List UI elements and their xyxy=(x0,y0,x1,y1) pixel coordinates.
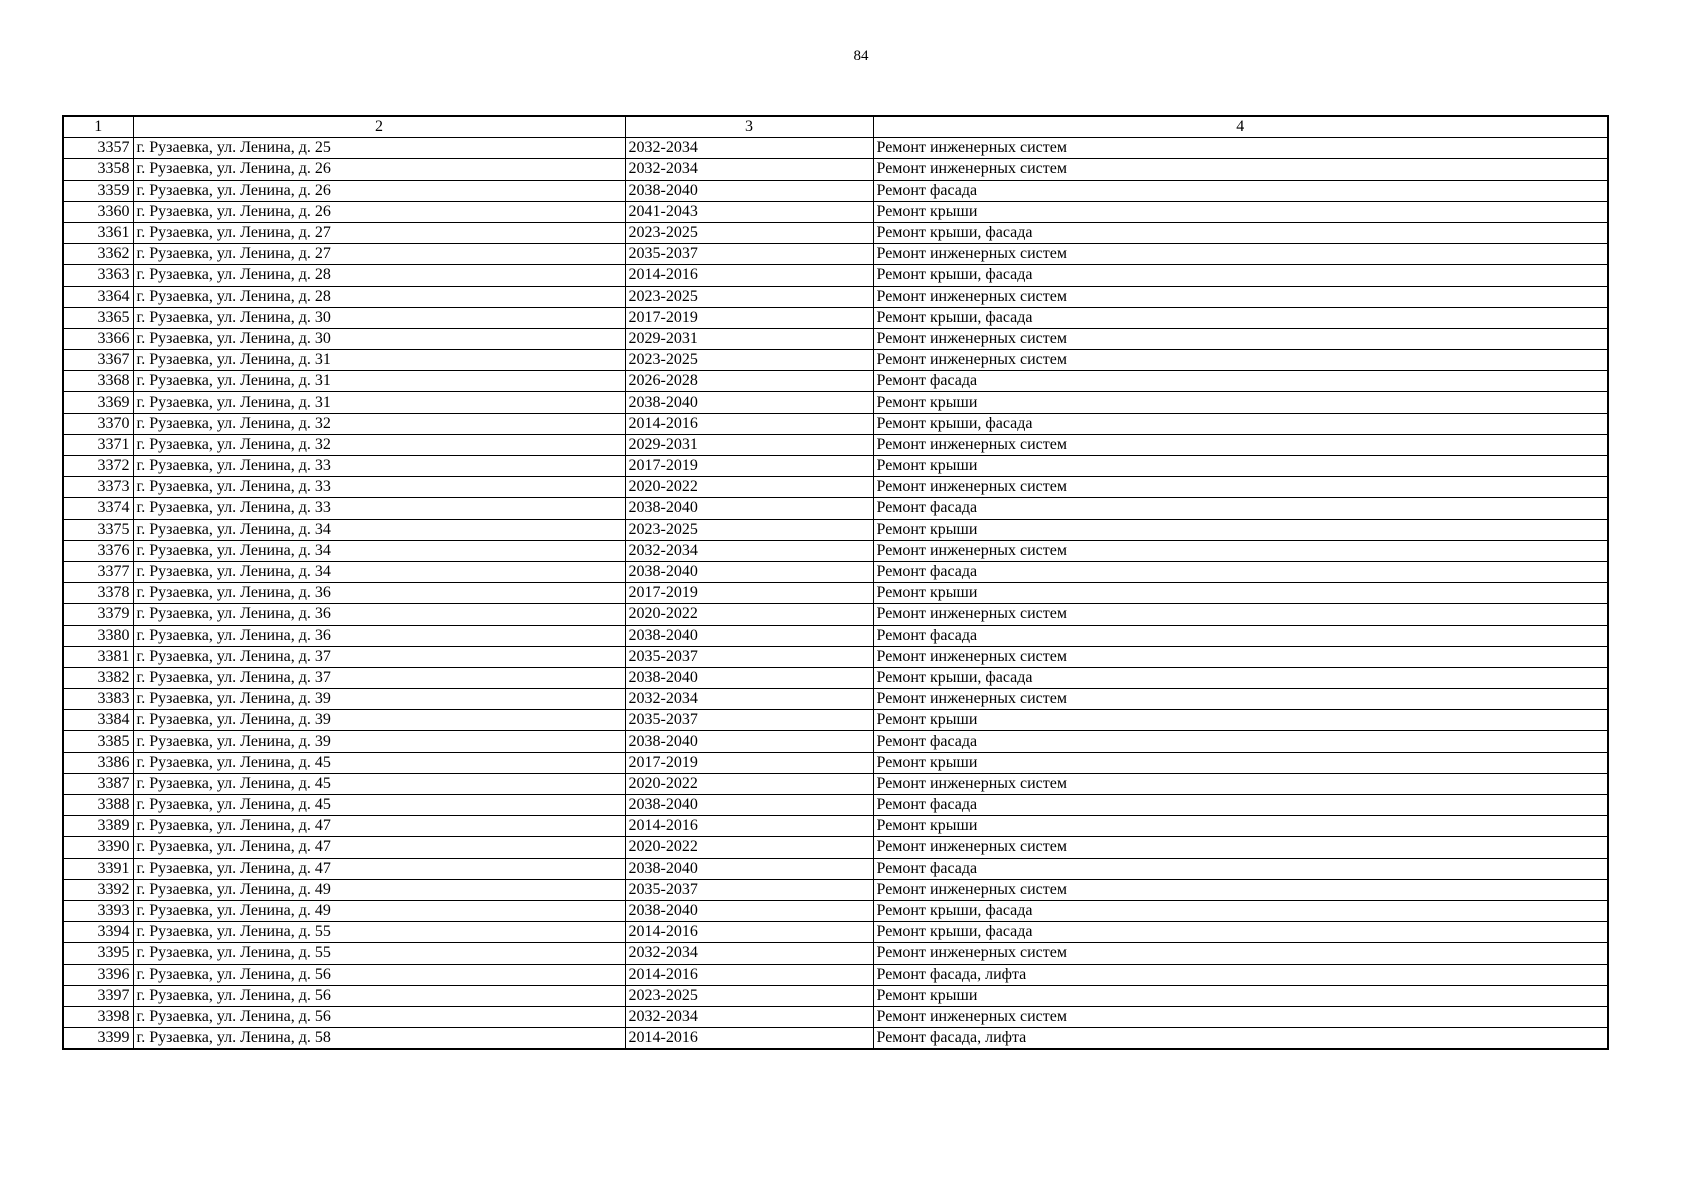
table-row xyxy=(63,498,1608,519)
address-cell: г. Рузаевка, ул. Ленина, д. 28 xyxy=(133,265,625,286)
repair-schedule-table xyxy=(62,115,1609,1050)
period-cell: 2020-2022 xyxy=(625,604,873,625)
work-type-cell: Ремонт инженерных систем xyxy=(873,477,1608,498)
row-number: 3396 xyxy=(63,964,133,985)
work-type-cell: Ремонт крыши, фасада xyxy=(873,265,1608,286)
table-row xyxy=(63,625,1608,646)
period-cell: 2038-2040 xyxy=(625,900,873,921)
address-cell: г. Рузаевка, ул. Ленина, д. 56 xyxy=(133,964,625,985)
row-number: 3383 xyxy=(63,689,133,710)
table-row xyxy=(63,731,1608,752)
address-cell: г. Рузаевка, ул. Ленина, д. 56 xyxy=(133,985,625,1006)
row-number: 3385 xyxy=(63,731,133,752)
table-row xyxy=(63,985,1608,1006)
table-row xyxy=(63,922,1608,943)
table-row xyxy=(63,328,1608,349)
address-cell: г. Рузаевка, ул. Ленина, д. 36 xyxy=(133,604,625,625)
period-cell: 2038-2040 xyxy=(625,667,873,688)
address-cell: г. Рузаевка, ул. Ленина, д. 30 xyxy=(133,328,625,349)
row-number: 3377 xyxy=(63,561,133,582)
period-cell: 2035-2037 xyxy=(625,646,873,667)
work-type-cell: Ремонт инженерных систем xyxy=(873,286,1608,307)
period-cell: 2038-2040 xyxy=(625,625,873,646)
address-cell: г. Рузаевка, ул. Ленина, д. 45 xyxy=(133,752,625,773)
period-cell: 2038-2040 xyxy=(625,795,873,816)
work-type-cell: Ремонт крыши xyxy=(873,816,1608,837)
period-cell: 2017-2019 xyxy=(625,752,873,773)
table-row xyxy=(63,604,1608,625)
period-cell: 2038-2040 xyxy=(625,561,873,582)
address-cell: г. Рузаевка, ул. Ленина, д. 47 xyxy=(133,858,625,879)
period-cell: 2014-2016 xyxy=(625,1028,873,1050)
row-number: 3387 xyxy=(63,773,133,794)
row-number: 3369 xyxy=(63,392,133,413)
period-cell: 2017-2019 xyxy=(625,307,873,328)
address-cell: г. Рузаевка, ул. Ленина, д. 49 xyxy=(133,879,625,900)
row-number: 3371 xyxy=(63,434,133,455)
period-cell: 2023-2025 xyxy=(625,350,873,371)
table-row xyxy=(63,138,1608,159)
table-row xyxy=(63,900,1608,921)
work-type-cell: Ремонт крыши xyxy=(873,519,1608,540)
table-row xyxy=(63,795,1608,816)
work-type-cell: Ремонт инженерных систем xyxy=(873,879,1608,900)
table-row xyxy=(63,752,1608,773)
work-type-cell: Ремонт крыши xyxy=(873,710,1608,731)
period-cell: 2032-2034 xyxy=(625,943,873,964)
work-type-cell: Ремонт крыши, фасада xyxy=(873,922,1608,943)
row-number: 3393 xyxy=(63,900,133,921)
work-type-cell: Ремонт крыши, фасада xyxy=(873,307,1608,328)
work-type-cell: Ремонт инженерных систем xyxy=(873,138,1608,159)
work-type-cell: Ремонт инженерных систем xyxy=(873,773,1608,794)
period-cell: 2017-2019 xyxy=(625,583,873,604)
address-cell: г. Рузаевка, ул. Ленина, д. 27 xyxy=(133,244,625,265)
work-type-cell: Ремонт инженерных систем xyxy=(873,689,1608,710)
work-type-cell: Ремонт крыши xyxy=(873,456,1608,477)
work-type-cell: Ремонт крыши, фасада xyxy=(873,667,1608,688)
period-cell: 2038-2040 xyxy=(625,392,873,413)
table-row xyxy=(63,265,1608,286)
period-cell: 2035-2037 xyxy=(625,244,873,265)
row-number: 3364 xyxy=(63,286,133,307)
work-type-cell: Ремонт крыши xyxy=(873,583,1608,604)
period-cell: 2038-2040 xyxy=(625,180,873,201)
address-cell: г. Рузаевка, ул. Ленина, д. 26 xyxy=(133,180,625,201)
table-row xyxy=(63,689,1608,710)
row-number: 3362 xyxy=(63,244,133,265)
period-cell: 2023-2025 xyxy=(625,519,873,540)
address-cell: г. Рузаевка, ул. Ленина, д. 25 xyxy=(133,138,625,159)
address-cell: г. Рузаевка, ул. Ленина, д. 28 xyxy=(133,286,625,307)
period-cell: 2035-2037 xyxy=(625,879,873,900)
address-cell: г. Рузаевка, ул. Ленина, д. 45 xyxy=(133,773,625,794)
period-cell: 2023-2025 xyxy=(625,286,873,307)
table-row xyxy=(63,456,1608,477)
address-cell: г. Рузаевка, ул. Ленина, д. 58 xyxy=(133,1028,625,1050)
row-number: 3378 xyxy=(63,583,133,604)
address-cell: г. Рузаевка, ул. Ленина, д. 31 xyxy=(133,371,625,392)
table-row xyxy=(63,413,1608,434)
work-type-cell: Ремонт инженерных систем xyxy=(873,604,1608,625)
address-cell: г. Рузаевка, ул. Ленина, д. 47 xyxy=(133,816,625,837)
table-row xyxy=(63,710,1608,731)
row-number: 3389 xyxy=(63,816,133,837)
address-cell: г. Рузаевка, ул. Ленина, д. 36 xyxy=(133,583,625,604)
row-number: 3365 xyxy=(63,307,133,328)
period-cell: 2014-2016 xyxy=(625,816,873,837)
address-cell: г. Рузаевка, ул. Ленина, д. 49 xyxy=(133,900,625,921)
row-number: 3398 xyxy=(63,1006,133,1027)
period-cell: 2020-2022 xyxy=(625,773,873,794)
row-number: 3379 xyxy=(63,604,133,625)
address-cell: г. Рузаевка, ул. Ленина, д. 37 xyxy=(133,667,625,688)
work-type-cell: Ремонт крыши xyxy=(873,752,1608,773)
row-number: 3384 xyxy=(63,710,133,731)
work-type-cell: Ремонт фасада xyxy=(873,180,1608,201)
table-row xyxy=(63,286,1608,307)
period-cell: 2023-2025 xyxy=(625,222,873,243)
period-cell: 2032-2034 xyxy=(625,159,873,180)
period-cell: 2029-2031 xyxy=(625,434,873,455)
period-cell: 2014-2016 xyxy=(625,922,873,943)
row-number: 3363 xyxy=(63,265,133,286)
row-number: 3359 xyxy=(63,180,133,201)
table-row xyxy=(63,540,1608,561)
work-type-cell: Ремонт инженерных систем xyxy=(873,328,1608,349)
row-number: 3394 xyxy=(63,922,133,943)
header-col-1: 1 xyxy=(63,116,133,138)
work-type-cell: Ремонт крыши xyxy=(873,985,1608,1006)
address-cell: г. Рузаевка, ул. Ленина, д. 34 xyxy=(133,519,625,540)
work-type-cell: Ремонт фасада xyxy=(873,858,1608,879)
row-number: 3357 xyxy=(63,138,133,159)
period-cell: 2035-2037 xyxy=(625,710,873,731)
table-row xyxy=(63,201,1608,222)
table-row xyxy=(63,307,1608,328)
row-number: 3392 xyxy=(63,879,133,900)
table-row xyxy=(63,837,1608,858)
table-row xyxy=(63,816,1608,837)
work-type-cell: Ремонт фасада, лифта xyxy=(873,964,1608,985)
address-cell: г. Рузаевка, ул. Ленина, д. 56 xyxy=(133,1006,625,1027)
period-cell: 2041-2043 xyxy=(625,201,873,222)
row-number: 3374 xyxy=(63,498,133,519)
work-type-cell: Ремонт фасада, лифта xyxy=(873,1028,1608,1050)
row-number: 3382 xyxy=(63,667,133,688)
table-row xyxy=(63,434,1608,455)
table-row xyxy=(63,244,1608,265)
row-number: 3381 xyxy=(63,646,133,667)
address-cell: г. Рузаевка, ул. Ленина, д. 55 xyxy=(133,943,625,964)
table-row xyxy=(63,477,1608,498)
table-row xyxy=(63,392,1608,413)
row-number: 3397 xyxy=(63,985,133,1006)
header-row xyxy=(63,116,1608,138)
work-type-cell: Ремонт инженерных систем xyxy=(873,1006,1608,1027)
work-type-cell: Ремонт фасада xyxy=(873,731,1608,752)
address-cell: г. Рузаевка, ул. Ленина, д. 26 xyxy=(133,159,625,180)
table-row xyxy=(63,773,1608,794)
period-cell: 2026-2028 xyxy=(625,371,873,392)
table-row xyxy=(63,1006,1608,1027)
period-cell: 2014-2016 xyxy=(625,413,873,434)
work-type-cell: Ремонт крыши, фасада xyxy=(873,222,1608,243)
row-number: 3380 xyxy=(63,625,133,646)
header-col-4: 4 xyxy=(873,116,1608,138)
row-number: 3373 xyxy=(63,477,133,498)
period-cell: 2023-2025 xyxy=(625,985,873,1006)
table-row xyxy=(63,159,1608,180)
period-cell: 2020-2022 xyxy=(625,837,873,858)
work-type-cell: Ремонт крыши xyxy=(873,201,1608,222)
work-type-cell: Ремонт инженерных систем xyxy=(873,350,1608,371)
row-number: 3358 xyxy=(63,159,133,180)
header-col-2: 2 xyxy=(133,116,625,138)
page-number: 84 xyxy=(853,48,869,64)
address-cell: г. Рузаевка, ул. Ленина, д. 30 xyxy=(133,307,625,328)
address-cell: г. Рузаевка, ул. Ленина, д. 33 xyxy=(133,477,625,498)
header-col-3: 3 xyxy=(625,116,873,138)
table-row xyxy=(63,879,1608,900)
work-type-cell: Ремонт фасада xyxy=(873,498,1608,519)
address-cell: г. Рузаевка, ул. Ленина, д. 55 xyxy=(133,922,625,943)
work-type-cell: Ремонт фасада xyxy=(873,795,1608,816)
table-row xyxy=(63,964,1608,985)
table-row xyxy=(63,1028,1608,1050)
address-cell: г. Рузаевка, ул. Ленина, д. 39 xyxy=(133,710,625,731)
work-type-cell: Ремонт крыши, фасада xyxy=(873,900,1608,921)
row-number: 3388 xyxy=(63,795,133,816)
work-type-cell: Ремонт фасада xyxy=(873,625,1608,646)
period-cell: 2032-2034 xyxy=(625,540,873,561)
table-body xyxy=(63,138,1608,1050)
address-cell: г. Рузаевка, ул. Ленина, д. 31 xyxy=(133,392,625,413)
period-cell: 2032-2034 xyxy=(625,138,873,159)
period-cell: 2038-2040 xyxy=(625,498,873,519)
row-number: 3375 xyxy=(63,519,133,540)
address-cell: г. Рузаевка, ул. Ленина, д. 26 xyxy=(133,201,625,222)
address-cell: г. Рузаевка, ул. Ленина, д. 27 xyxy=(133,222,625,243)
row-number: 3376 xyxy=(63,540,133,561)
work-type-cell: Ремонт фасада xyxy=(873,371,1608,392)
period-cell: 2029-2031 xyxy=(625,328,873,349)
address-cell: г. Рузаевка, ул. Ленина, д. 33 xyxy=(133,456,625,477)
row-number: 3367 xyxy=(63,350,133,371)
work-type-cell: Ремонт инженерных систем xyxy=(873,837,1608,858)
work-type-cell: Ремонт крыши xyxy=(873,392,1608,413)
address-cell: г. Рузаевка, ул. Ленина, д. 34 xyxy=(133,540,625,561)
period-cell: 2014-2016 xyxy=(625,265,873,286)
period-cell: 2038-2040 xyxy=(625,858,873,879)
period-cell: 2014-2016 xyxy=(625,964,873,985)
address-cell: г. Рузаевка, ул. Ленина, д. 39 xyxy=(133,689,625,710)
table-row xyxy=(63,519,1608,540)
table-row xyxy=(63,180,1608,201)
work-type-cell: Ремонт инженерных систем xyxy=(873,646,1608,667)
row-number: 3361 xyxy=(63,222,133,243)
work-type-cell: Ремонт инженерных систем xyxy=(873,434,1608,455)
table-row xyxy=(63,858,1608,879)
row-number: 3368 xyxy=(63,371,133,392)
row-number: 3370 xyxy=(63,413,133,434)
period-cell: 2017-2019 xyxy=(625,456,873,477)
row-number: 3372 xyxy=(63,456,133,477)
address-cell: г. Рузаевка, ул. Ленина, д. 37 xyxy=(133,646,625,667)
address-cell: г. Рузаевка, ул. Ленина, д. 36 xyxy=(133,625,625,646)
address-cell: г. Рузаевка, ул. Ленина, д. 32 xyxy=(133,413,625,434)
address-cell: г. Рузаевка, ул. Ленина, д. 45 xyxy=(133,795,625,816)
period-cell: 2032-2034 xyxy=(625,1006,873,1027)
table-row xyxy=(63,561,1608,582)
row-number: 3366 xyxy=(63,328,133,349)
table-row xyxy=(63,943,1608,964)
address-cell: г. Рузаевка, ул. Ленина, д. 33 xyxy=(133,498,625,519)
table-row xyxy=(63,350,1608,371)
row-number: 3360 xyxy=(63,201,133,222)
address-cell: г. Рузаевка, ул. Ленина, д. 47 xyxy=(133,837,625,858)
row-number: 3399 xyxy=(63,1028,133,1050)
row-number: 3391 xyxy=(63,858,133,879)
work-type-cell: Ремонт инженерных систем xyxy=(873,540,1608,561)
work-type-cell: Ремонт инженерных систем xyxy=(873,159,1608,180)
table-row xyxy=(63,646,1608,667)
table-row xyxy=(63,222,1608,243)
address-cell: г. Рузаевка, ул. Ленина, д. 39 xyxy=(133,731,625,752)
address-cell: г. Рузаевка, ул. Ленина, д. 34 xyxy=(133,561,625,582)
row-number: 3390 xyxy=(63,837,133,858)
row-number: 3386 xyxy=(63,752,133,773)
period-cell: 2032-2034 xyxy=(625,689,873,710)
work-type-cell: Ремонт инженерных систем xyxy=(873,244,1608,265)
table-row xyxy=(63,667,1608,688)
address-cell: г. Рузаевка, ул. Ленина, д. 31 xyxy=(133,350,625,371)
table-header xyxy=(63,116,1608,138)
period-cell: 2038-2040 xyxy=(625,731,873,752)
table-row xyxy=(63,371,1608,392)
table-row xyxy=(63,583,1608,604)
period-cell: 2020-2022 xyxy=(625,477,873,498)
work-type-cell: Ремонт фасада xyxy=(873,561,1608,582)
row-number: 3395 xyxy=(63,943,133,964)
work-type-cell: Ремонт инженерных систем xyxy=(873,943,1608,964)
work-type-cell: Ремонт крыши, фасада xyxy=(873,413,1608,434)
address-cell: г. Рузаевка, ул. Ленина, д. 32 xyxy=(133,434,625,455)
